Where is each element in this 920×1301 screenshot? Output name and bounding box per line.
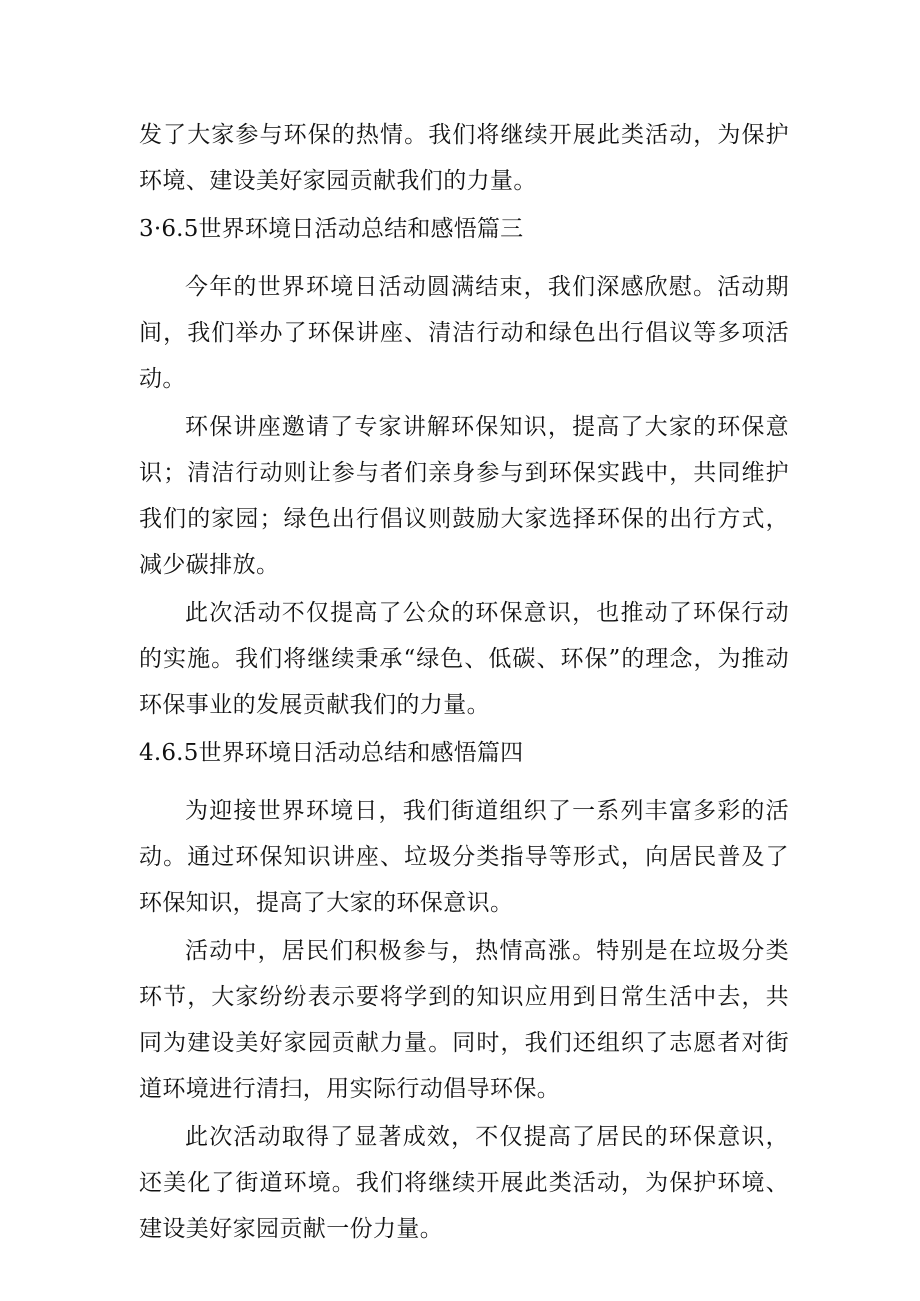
section-4 [139,730,789,1252]
paragraph: 此次活动不仅提高了公众的环保意识，也推动了环保行动的实施。我们将继续秉承“绿色、低碳、环保”的理念，为推动环保事业的发展贡献我们的力量。 [139,600,789,718]
section-3 [139,206,789,728]
paragraph: 为迎接世界环境日，我们街道组织了一系列丰富多彩的活动。通过环保知识讲座、垃圾分类指导等形式，向居民普及了环保知识，提高了大家的环保意识。 [139,798,789,916]
paragraph: 此次活动取得了显著成效，不仅提高了居民的环保意识，还美化了街道环境。我们将继续开展此类活动，为保护环境、建设美好家园贡献一份力量。 [139,1124,789,1242]
document-page [139,112,789,1254]
section-heading: 4.6.5世界环境日活动总结和感悟篇四 [139,740,524,766]
intro-paragraph: 发了大家参与环保的热情。我们将继续开展此类活动，为保护环境、建设美好家园贡献我们的力量。 [139,122,789,194]
paragraph: 环保讲座邀请了专家讲解环保知识，提高了大家的环保意识；清洁行动则让参与者们亲身参与到环保实践中，共同维护我们的家园；绿色出行倡议则鼓励大家选择环保的出行方式，减少碳排放。 [139,414,789,578]
section-heading: 3·6.5世界环境日活动总结和感悟篇三 [139,216,524,242]
paragraph: 活动中，居民们积极参与，热情高涨。特别是在垃圾分类环节，大家纷纷表示要将学到的知识应用到日常生活中去，共同为建设美好家园贡献力量。同时，我们还组织了志愿者对街道环境进行清扫，用实际行动倡导环保。 [139,938,789,1102]
paragraph: 今年的世界环境日活动圆满结束，我们深感欣慰。活动期间，我们举办了环保讲座、清洁行动和绿色出行倡议等多项活动。 [139,274,789,392]
